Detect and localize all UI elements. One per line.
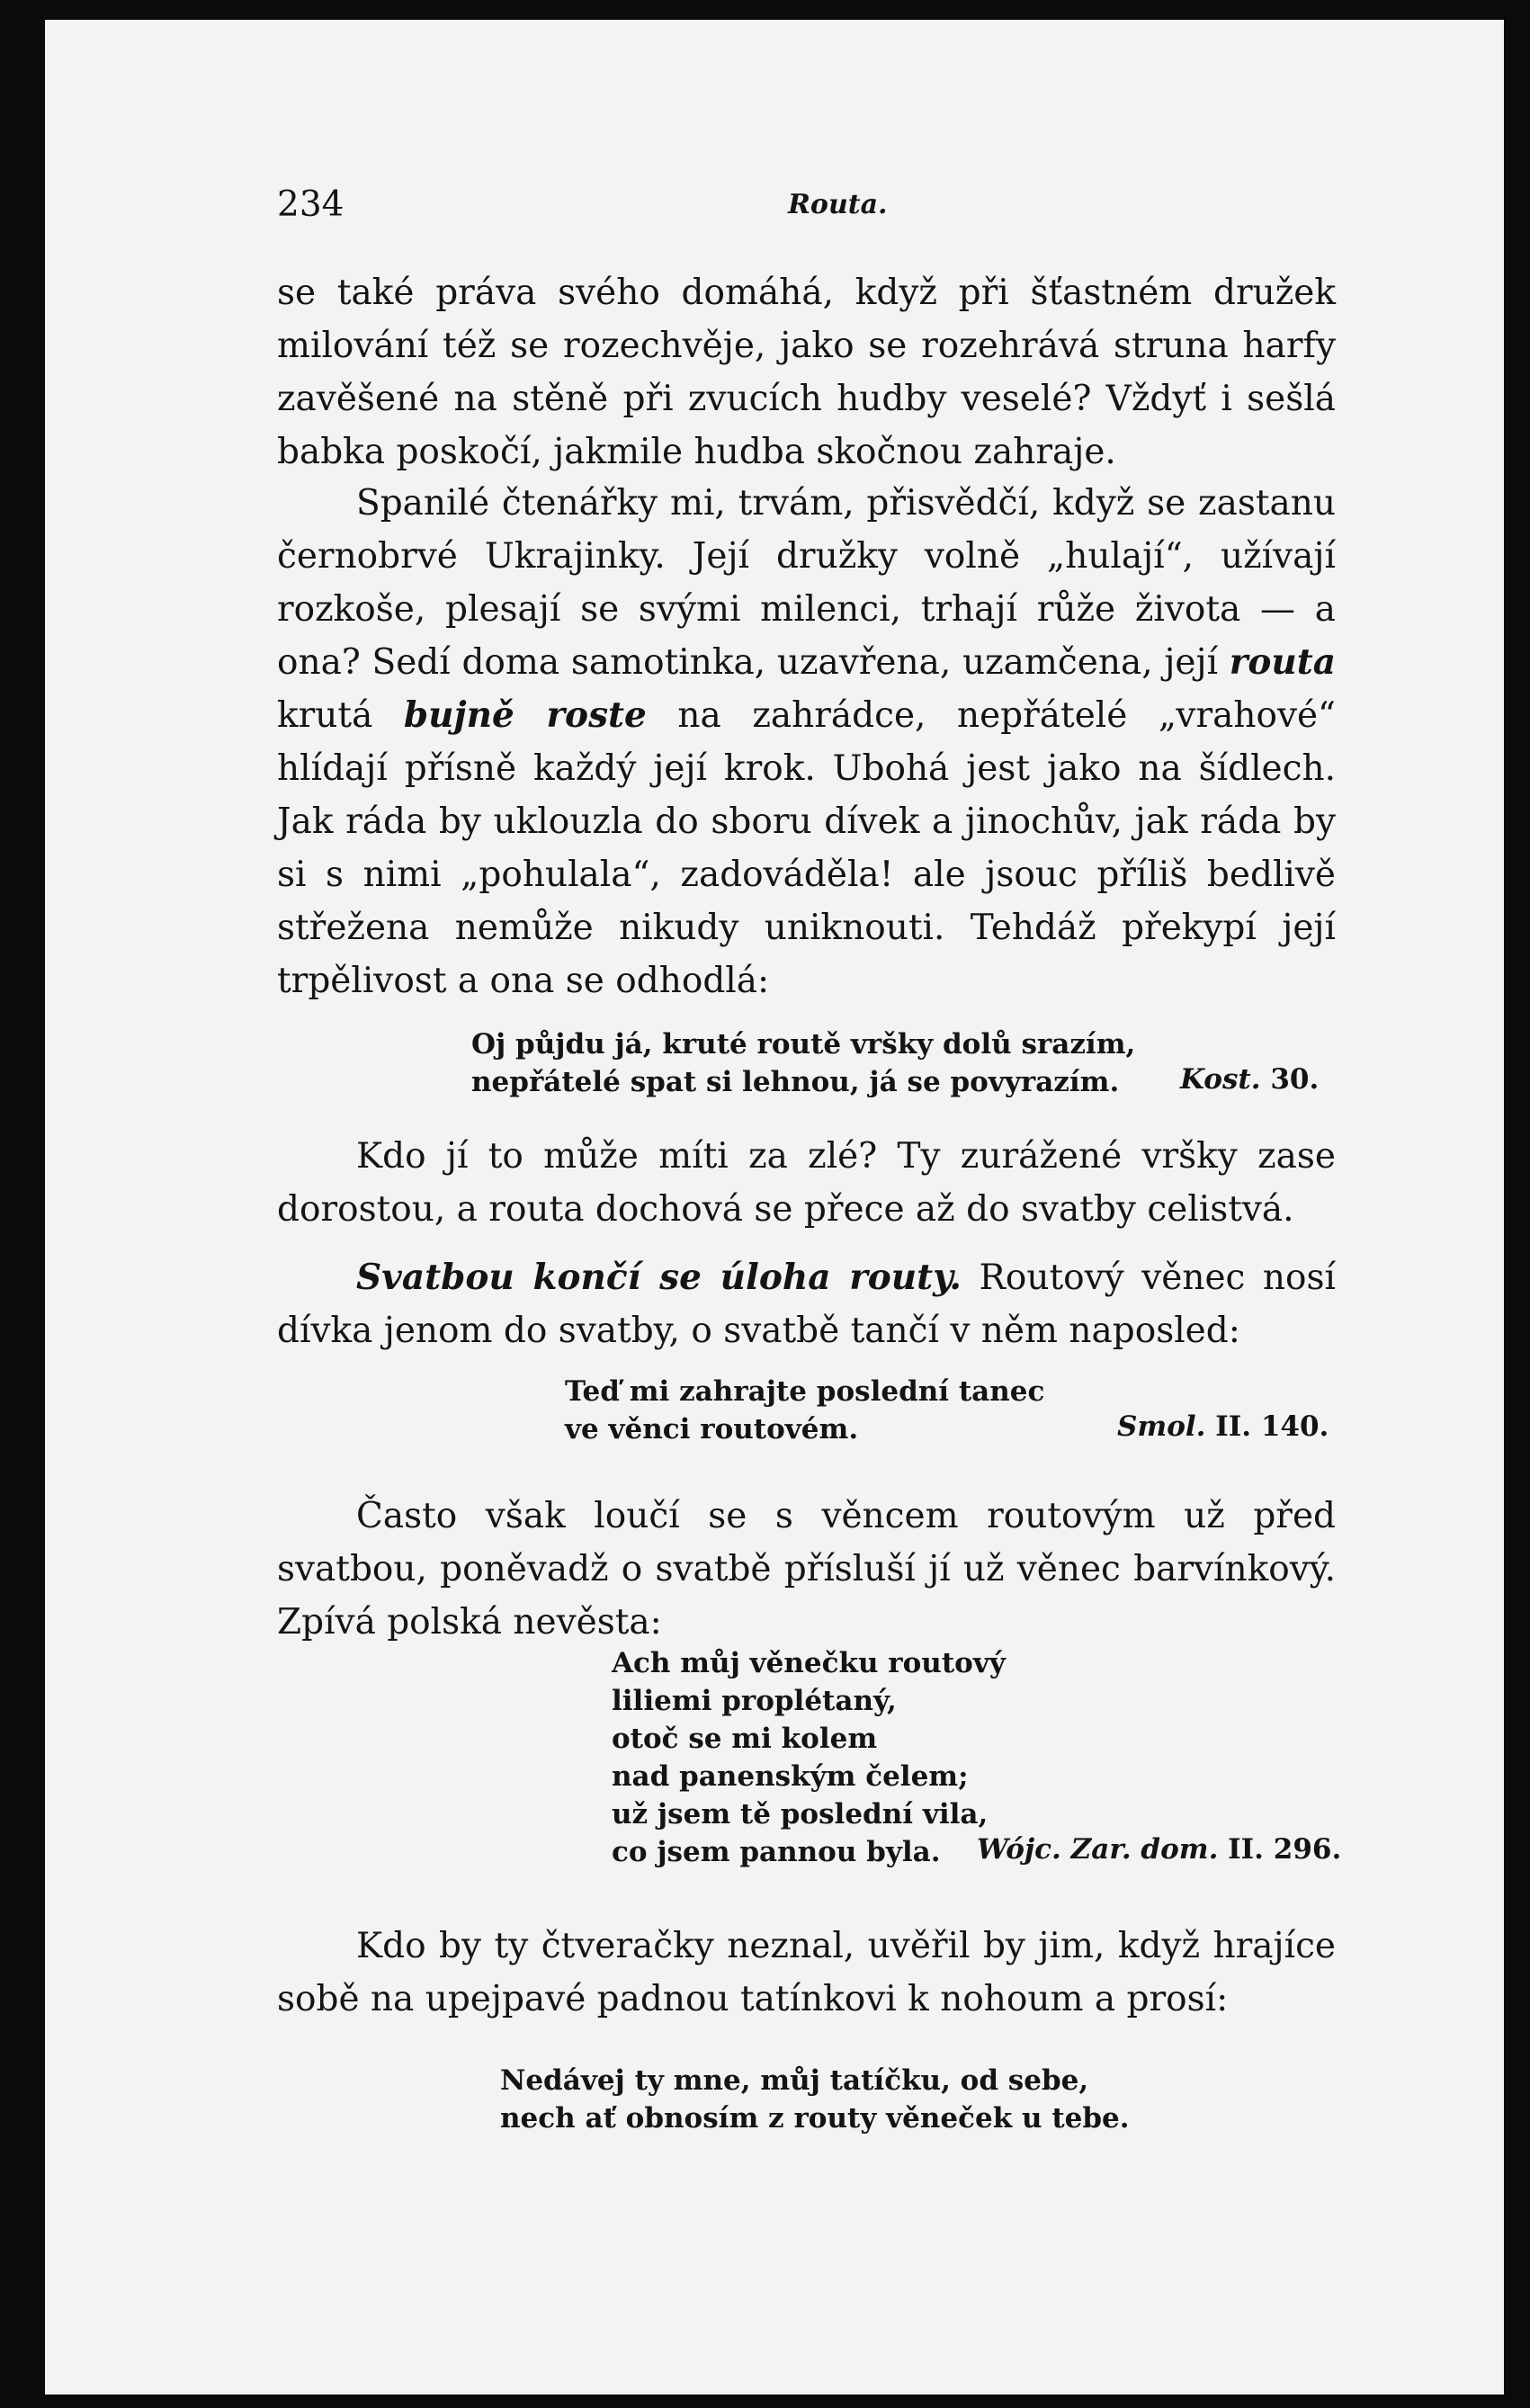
paragraph-2-emphasis-1: routa — [1229, 641, 1336, 683]
paragraph-2-part-3: na zahrádce, nepřátelé „vrahové“ hlídají přísně každý její krok. Ubohá jest jako na šídlech. Jak ráda by uklouzla do sboru dívek a jinochův, jak ráda by si s nimi „pohulala“, zadováděla! ale jsouc příliš bedlivě střežena nemůže nikudy uniknouti. Tehdáž překypí její trpělivost a ona se odhodlá: — [277, 695, 1336, 1001]
page-number: 234 — [277, 184, 344, 225]
paragraph-2-part-2: krutá — [277, 695, 404, 736]
paragraph-1: se také práva svého domáhá, když při šťastném družek milování též se rozechvěje, jako se rozehrává struna harfy zavěšené na stěně při zvucích hudby veselé? Vždyť i sešlá babka poskočí, jakmile hudba skočnou zahraje. — [277, 273, 1336, 472]
paragraph-2-emphasis-2: bujně roste — [403, 694, 647, 736]
paragraph-3: Kdo jí to může míti za zlé? Ty zurážené vršky zase dorostou, a routa dochová se přece až do svatby celistvá. — [277, 1136, 1336, 1230]
scan-border — [1504, 20, 1530, 2395]
running-title: Routa. — [788, 189, 888, 220]
paragraph-5: Často však loučí se s věncem routovým už před svatbou, poněvadž o svatbě přísluší jí už věnec barvínkový. Zpívá polská nevěsta: — [277, 1496, 1336, 1643]
verse-1 — [471, 1025, 1135, 1101]
source-reference: II. 296. — [1228, 1833, 1342, 1866]
verse-line: Ach můj věnečku routový — [612, 1647, 1006, 1679]
paragraph-4-emphasis: Svatbou končí se úloha routy. — [356, 1257, 962, 1298]
verse-4 — [500, 2062, 1130, 2137]
paragraph-4 — [277, 1251, 1336, 1357]
verse-1-source — [1180, 1063, 1319, 1096]
source-author: Smol. — [1117, 1410, 1206, 1443]
paragraph-6: Kdo by ty čtveračky neznal, uvěřil by jim, když hrajíce sobě na upejpavé padnou tatínkovi k nohoum a prosí: — [277, 1926, 1336, 2019]
verse-line: už jsem tě poslední vila, — [612, 1798, 989, 1831]
verse-line: co jsem pannou byla. — [612, 1836, 941, 1868]
verse-line: nad panenským čelem; — [612, 1760, 969, 1793]
verse-line: ve věnci routovém. — [565, 1413, 859, 1446]
source-reference: 30. — [1270, 1063, 1320, 1096]
verse-line: Nedávej ty mne, můj tatíčku, od sebe, — [500, 2064, 1089, 2097]
verse-3-source — [977, 1833, 1341, 1866]
verse-line: otoč se mi kolem — [612, 1723, 878, 1755]
verse-line: Teď mi zahrajte poslední tanec — [565, 1375, 1045, 1408]
source-author: Wójc. Zar. dom. — [977, 1833, 1219, 1866]
verse-line: liliemi proplétaný, — [612, 1685, 897, 1717]
verse-line: Oj půjdu já, kruté routě vršky dolů srazím, — [471, 1028, 1136, 1061]
verse-2-source — [1117, 1410, 1329, 1443]
source-author: Kost. — [1180, 1063, 1261, 1096]
verse-3 — [612, 1644, 1006, 1871]
source-reference: II. 140. — [1215, 1410, 1329, 1443]
verse-2 — [565, 1373, 1044, 1448]
paragraph-2-part-1: Spanilé čtenářky mi, trvám, přisvědčí, když se zastanu černobrvé Ukrajinky. Její družky volně „hulají“, užívají rozkoše, plesají se svými milenci, trhají růže života — a ona? Sedí doma samotinka, uzavřena, uzamčena, její — [277, 483, 1336, 683]
verse-line: nepřátelé spat si lehnou, já se povyrazím. — [471, 1066, 1120, 1098]
verse-line: nech ať obnosím z routy věneček u tebe. — [500, 2102, 1130, 2135]
paragraph-4-text: Routový věnec nosí dívka jenom do svatby, o svatbě tančí v něm naposled: — [277, 1258, 1337, 1351]
paragraph-2 — [277, 477, 1336, 1007]
